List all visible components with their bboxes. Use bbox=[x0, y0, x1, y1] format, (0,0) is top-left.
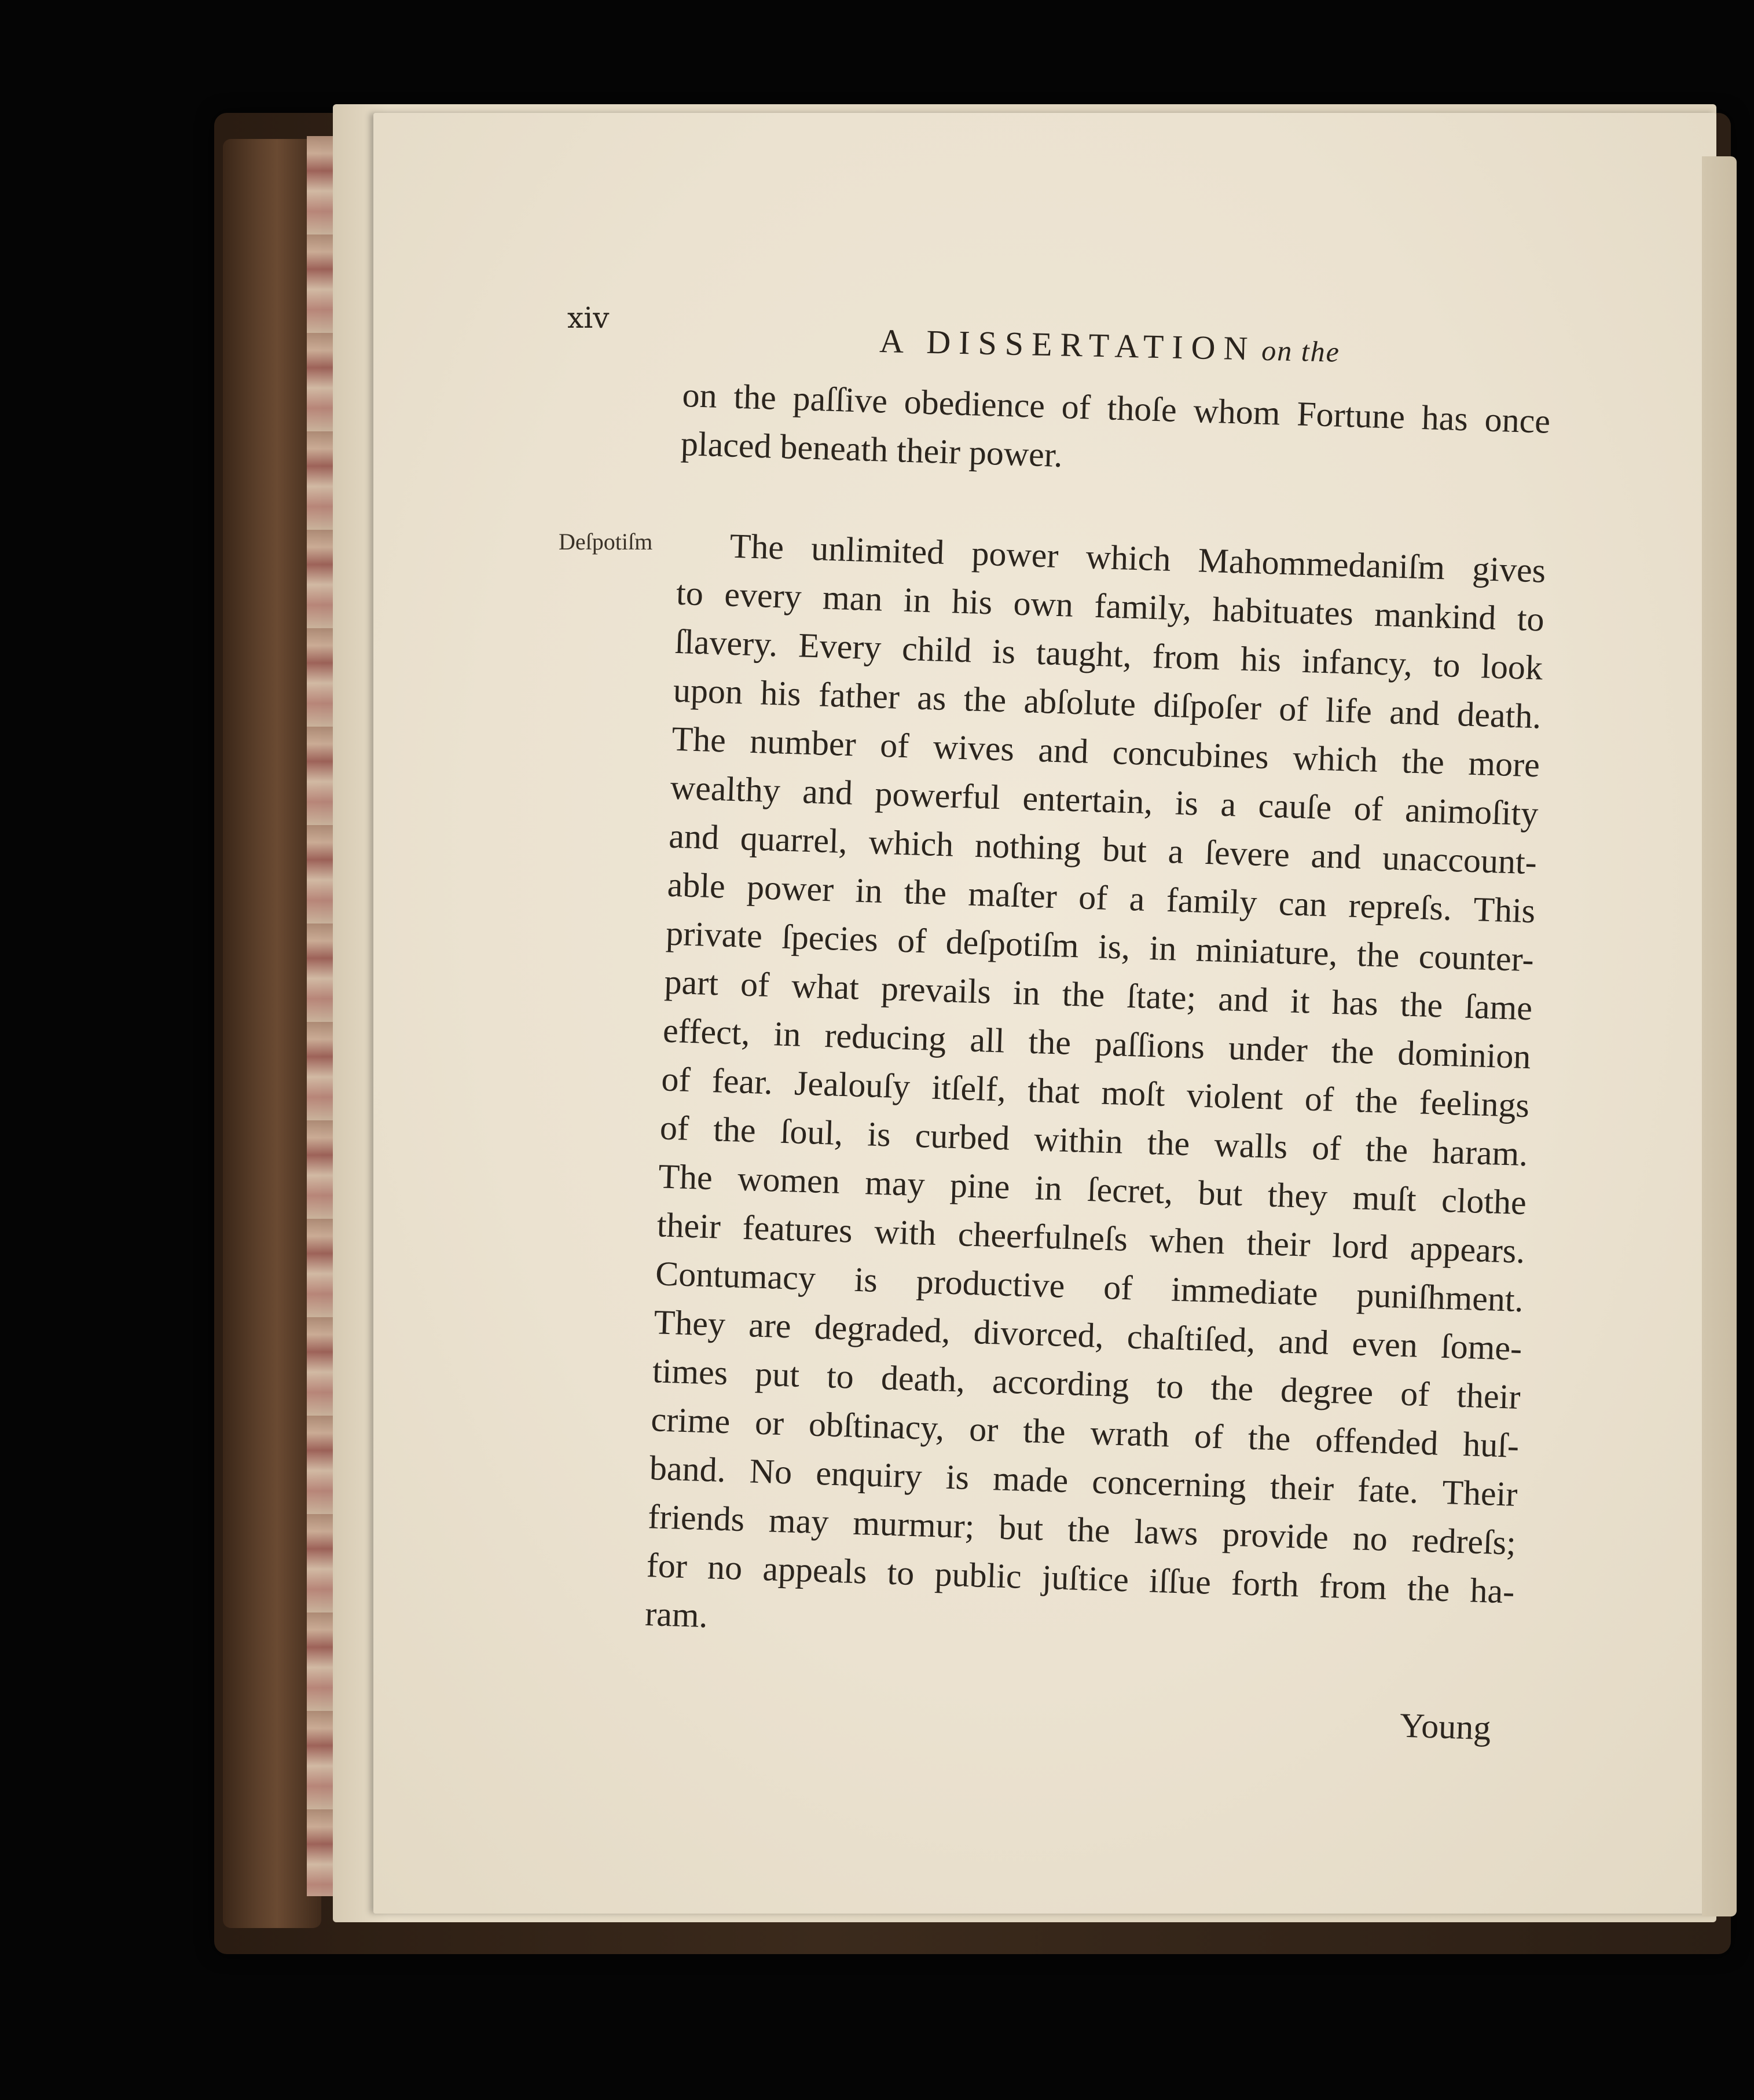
text-line: placed beneath their power. bbox=[680, 424, 1063, 475]
text-line: for no appeals to public juſtice iſſue forth from the ha- bbox=[645, 1546, 1516, 1611]
text-line: ſlavery. Every child is taught, from his infancy, to look bbox=[674, 622, 1544, 687]
text-line: on the paſſive obedience of thoſe whom Fortune has once bbox=[681, 375, 1551, 441]
text-line: They are degraded, divorced, chaſtiſed, and even ſome- bbox=[653, 1303, 1523, 1368]
text-line: effect, in reducing all the paſſions under the dominion bbox=[662, 1011, 1532, 1076]
text-line: their features with cheerfulneſs when their lord appears. bbox=[656, 1205, 1526, 1271]
margin-note: Deſpotiſm bbox=[559, 529, 653, 555]
text-line: band. No enquiry is made concerning their fate. Their bbox=[649, 1449, 1518, 1513]
text-line: and quarrel, which nothing but a ſevere and unaccount- bbox=[668, 816, 1537, 882]
text-line: of fear. Jealouſy itſelf, that moſt violent of the feelings bbox=[660, 1060, 1530, 1125]
text-line: upon his father as the abſolute diſpoſer of life and death. bbox=[673, 670, 1542, 736]
text-line: The women may pine in ſecret, but they muſt clothe bbox=[658, 1157, 1527, 1222]
text-line: Contumacy is productive of immediate puniſhment. bbox=[655, 1254, 1524, 1320]
body-text bbox=[644, 371, 1551, 1665]
text-line: to every man in his own family, habituates mankind to bbox=[676, 573, 1545, 639]
text-line: The unlimited power which Mahommedaniſm gives bbox=[729, 526, 1547, 590]
running-head-italic: on the bbox=[1261, 333, 1341, 368]
text-line: friends may murmur; but the laws provide no redreſs; bbox=[647, 1497, 1517, 1562]
text-line: able power in the maſter of a family can repreſs. This bbox=[666, 865, 1536, 930]
text-line: times put to death, according to the degree of their bbox=[652, 1351, 1521, 1416]
text-line: part of what prevails in the ſtate; and it has the ſame bbox=[663, 962, 1533, 1028]
running-head-main: A DISSERTATION bbox=[879, 321, 1257, 368]
text-line: crime or obſtinacy, or the wrath of the offended huſ- bbox=[650, 1400, 1520, 1465]
text-line: The number of wives and concubines which the more bbox=[671, 719, 1540, 785]
next-page-edge bbox=[1702, 156, 1737, 1916]
catchword: Young bbox=[1399, 1706, 1492, 1747]
text-line: ram. bbox=[644, 1595, 709, 1635]
text-line: of the ſoul, is curbed within the walls of the haram. bbox=[659, 1108, 1529, 1174]
text-line: wealthy and powerful entertain, is a cauſe of animoſity bbox=[670, 768, 1539, 833]
text-line: private ſpecies of deſpotiſm is, in miniature, the counter- bbox=[665, 914, 1535, 979]
page-number: xiv bbox=[567, 301, 610, 335]
